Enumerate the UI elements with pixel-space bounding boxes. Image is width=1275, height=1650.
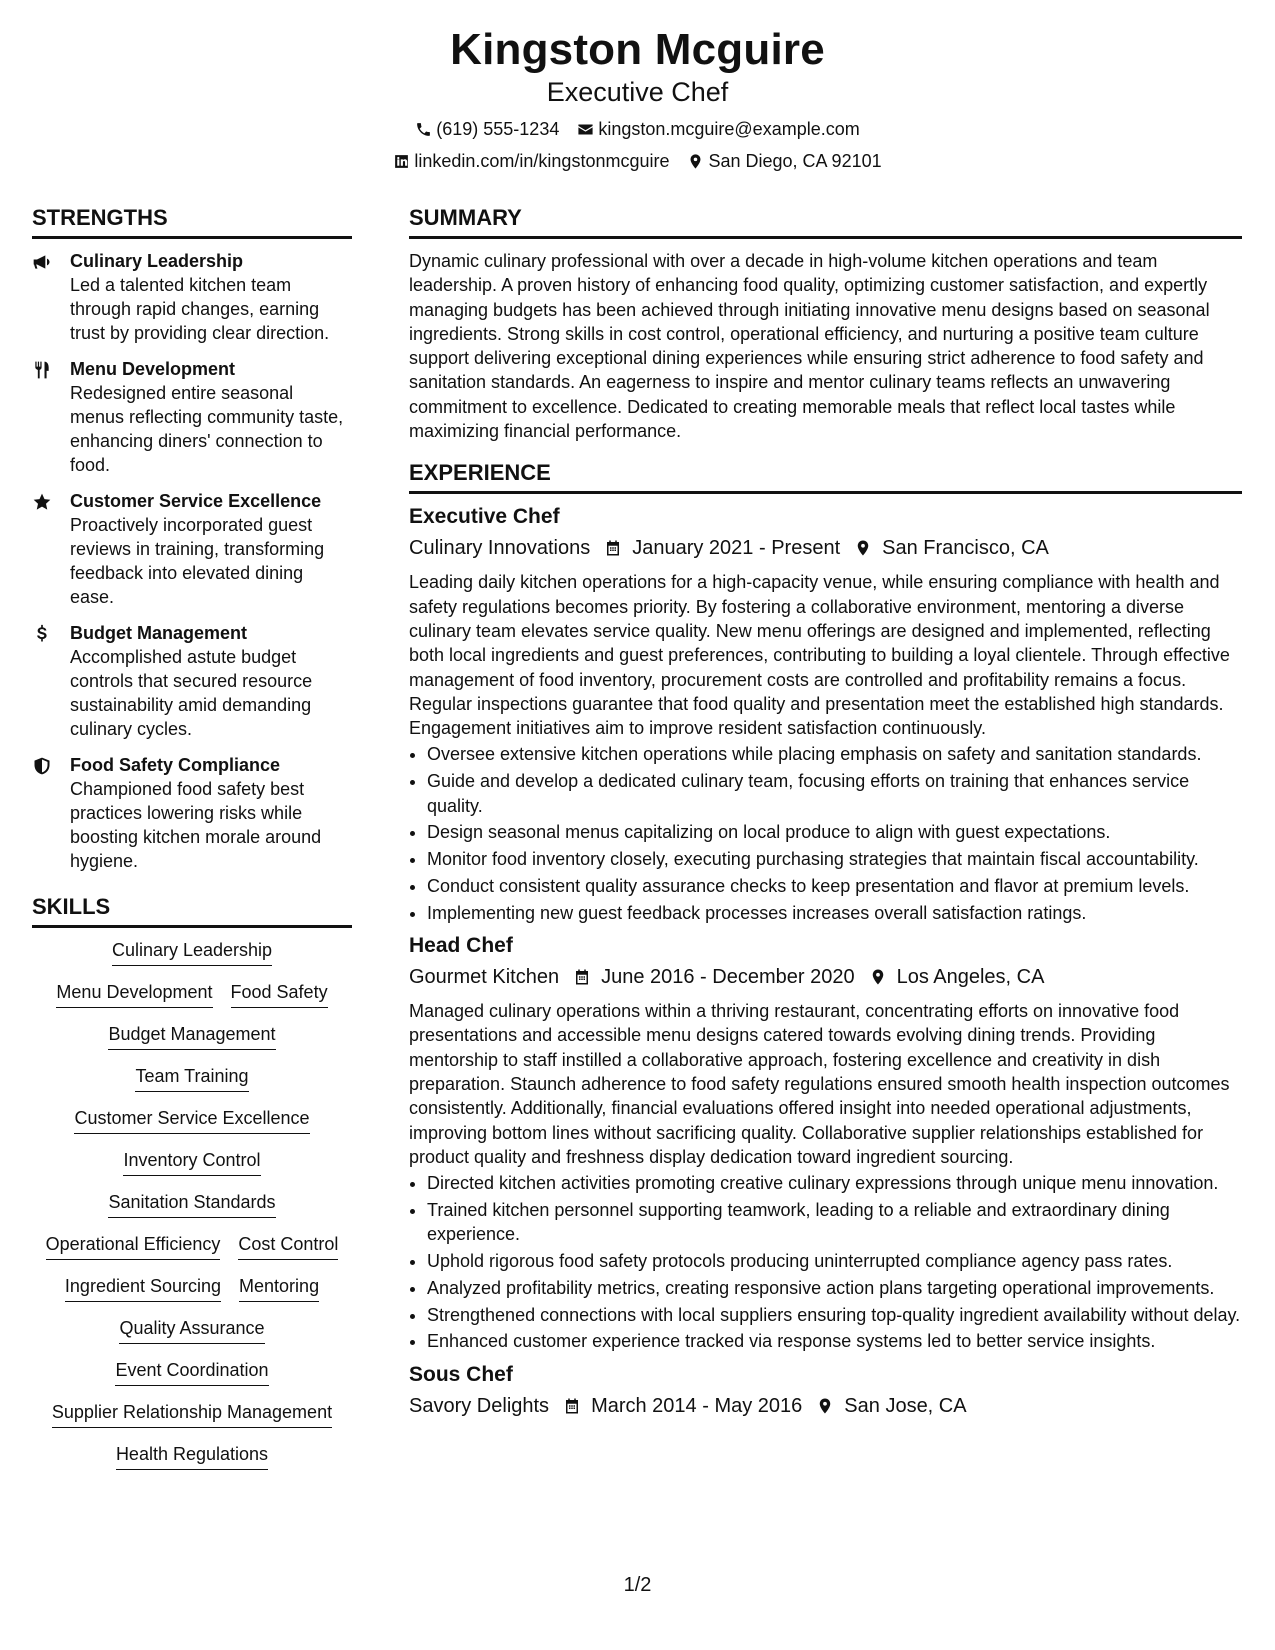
skill-tag: Culinary Leadership [112,938,272,966]
strength-item [32,249,352,345]
skill-tag: Team Training [135,1064,248,1092]
left-column [32,204,352,1484]
strength-title: Culinary Leadership [70,251,244,271]
strength-desc: Championed food safety best practices lowering risks while boosting kitchen morale around hygiene. [70,779,322,871]
skill-tag: Ingredient Sourcing [65,1274,221,1302]
job-bullet: • Oversee extensive kitchen operations while placing emphasis on safety and sanitation standards. [427,742,1242,766]
job-entry [409,1362,1242,1420]
skill-tag: Event Coordination [115,1358,268,1386]
strength-desc: Led a talented kitchen team through rapid changes, earning trust by providing clear direction. [70,275,330,343]
job-dates: June 2016 - December 2020 [601,966,855,989]
job-entry [409,504,1242,925]
email-contact[interactable] [577,118,859,140]
strength-title: Food Safety Compliance [70,755,281,775]
job-dates: March 2014 - May 2016 [591,1394,803,1417]
page-number: 1/2 [623,1574,652,1596]
candidate-name: Kingston Mcguire [450,25,825,74]
job-title: Sous Chef [409,1362,513,1386]
utensils-icon [32,360,52,380]
job-dates: January 2021 - Present [632,537,841,560]
strength-item [32,753,352,873]
resume-header [0,0,1275,172]
contact-line-1 [0,118,1275,140]
job-title: Head Chef [409,934,513,958]
linkedin-text[interactable]: linkedin.com/in/kingstonmcguire [414,151,670,171]
map-pin-icon [816,1397,834,1415]
strength-item [32,357,352,477]
company-name: Savory Delights [409,1394,550,1417]
job-bullet: • Analyzed profitability metrics, creating responsive action plans targeting operational improvements. [427,1276,1242,1300]
skills-heading: SKILLS [32,893,352,928]
skill-tag: Supplier Relationship Management [52,1400,332,1428]
strength-desc: Redesigned entire seasonal menus reflecting community taste, enhancing diners' connection to food. [70,383,344,475]
email-text[interactable]: kingston.mcguire@example.com [598,119,860,139]
map-pin-icon [854,539,872,557]
calendar-icon [573,968,591,986]
job-bullet: • Trained kitchen personnel supporting teamwork, leading to a reliable and extraordinary dining experience. [427,1198,1242,1247]
experience-heading: EXPERIENCE [409,459,1242,494]
linkedin-contact[interactable] [393,150,669,172]
phone-icon [415,121,432,138]
job-location: San Jose, CA [844,1394,967,1417]
job-bullets [409,742,1242,925]
job-bullet: • Enhanced customer experience tracked via response systems led to better service insights. [427,1329,1242,1353]
skill-tag: Customer Service Excellence [74,1106,309,1134]
job-entry [409,933,1242,1354]
skill-tag: Budget Management [108,1022,275,1050]
job-bullet: • Design seasonal menus capitalizing on local produce to align with guest expectations. [427,820,1242,844]
map-pin-icon [687,153,704,170]
skills-list [32,938,352,1470]
location-text: San Diego, CA 92101 [708,151,882,171]
strength-title: Menu Development [70,359,236,379]
contact-line-2 [0,150,1275,172]
skill-tag: Quality Assurance [119,1316,264,1344]
skill-tag: Inventory Control [123,1148,260,1176]
strengths-heading: STRENGTHS [32,204,352,239]
envelope-icon [577,121,594,138]
skill-tag: Sanitation Standards [108,1190,275,1218]
phone-text: (619) 555-1234 [436,119,560,139]
company-name: Gourmet Kitchen [409,966,560,989]
job-location: Los Angeles, CA [896,966,1045,989]
skill-tag: Mentoring [239,1274,319,1302]
dollar-icon [32,624,52,644]
job-bullet: • Strengthened connections with local suppliers ensuring top-quality ingredient availability without delay. [427,1303,1242,1327]
summary-heading: SUMMARY [409,204,1242,239]
location-contact [687,150,881,172]
right-column [409,204,1242,1428]
strength-desc: Proactively incorporated guest reviews in training, transforming feedback into elevated dining ease. [70,515,325,607]
shield-icon [32,756,52,776]
job-bullet: • Uphold rigorous food safety protocols producing uninterrupted compliance agency pass rates. [427,1249,1242,1273]
job-bullets [409,1171,1242,1354]
company-name: Culinary Innovations [409,537,591,560]
job-description: Managed culinary operations within a thriving restaurant, concentrating efforts on innovative food presentations and accessible menu designs catered towards evolving dining trends. Providing mentorship to staff instilled a collaborative approach, fostering excellence and creativity in dish preparation. Staunch adherence to food safety regulations ensured smooth health inspection outcomes consistently. Additionally, financial evaluations offered insight into needed operational adjustments, improving bottom lines without sacrificing quality. Collaborative supplier relationships established for product quality and freshness display dedication toward ingredient sourcing. [409,1001,1230,1167]
strength-item [32,621,352,741]
linkedin-icon [393,153,410,170]
job-bullet: • Guide and develop a dedicated culinary team, focusing efforts on training that enhances service quality. [427,769,1242,818]
map-pin-icon [869,968,887,986]
strength-desc: Accomplished astute budget controls that secured resource sustainability amid demanding culinary cycles. [70,647,313,739]
job-bullet: • Implementing new guest feedback processes increases overall satisfaction ratings. [427,901,1242,925]
strength-title: Customer Service Excellence [70,491,322,511]
skill-tag: Menu Development [56,980,212,1008]
calendar-icon [604,539,622,557]
job-meta [409,1392,1242,1420]
strength-item [32,489,352,609]
job-bullet: • Directed kitchen activities promoting creative culinary expressions through unique menu innovation. [427,1171,1242,1195]
summary-text: Dynamic culinary professional with over a decade in high-volume kitchen operations and team leadership. A proven history of enhancing food quality, optimizing customer satisfaction, and expertly managing budgets has been achieved through initiating innovative menu designs based on seasonal ingredients. Strong skills in cost control, operational efficiency, and nurturing a positive team culture support delivering exceptional dining experiences while ensuring strict adherence to food safety and sanitation standards. An eagerness to inspire and mentor culinary teams reflects an unwavering commitment to excellence. Dedicated to creating memorable meals that reflect local tastes while maximizing financial performance. [409,251,1210,442]
calendar-icon [563,1397,581,1415]
skill-tag: Food Safety [231,980,328,1008]
phone-contact [415,118,559,140]
skill-tag: Operational Efficiency [46,1232,221,1260]
job-description: Leading daily kitchen operations for a high-capacity venue, while ensuring compliance with health and safety regulations becomes priority. By fostering a collaborative environment, mentoring a diverse culinary team elevates service quality. New menu offerings are designed and implemented, reflecting both local ingredients and guest preferences, contributing to building a loyal clientele. Through effective management of food inventory, procurement costs are controlled and profitability remains a focus. Regular inspections guarantee that food quality and presentation meet the established high standards. Engagement initiatives aim to improve resident satisfaction continuously. [409,572,1230,739]
job-location: San Francisco, CA [882,537,1049,560]
job-bullet: • Conduct consistent quality assurance checks to keep presentation and flavor at premium levels. [427,874,1242,898]
skill-tag: Cost Control [238,1232,338,1260]
megaphone-icon [32,252,52,272]
job-meta [409,534,1242,562]
star-icon [32,492,52,512]
candidate-title: Executive Chef [546,77,729,107]
job-title: Executive Chef [409,505,560,529]
skill-tag: Health Regulations [116,1442,268,1470]
job-meta [409,963,1242,991]
job-bullet: • Monitor food inventory closely, executing purchasing strategies that maintain fiscal accountability. [427,847,1242,871]
strength-title: Budget Management [70,623,248,643]
